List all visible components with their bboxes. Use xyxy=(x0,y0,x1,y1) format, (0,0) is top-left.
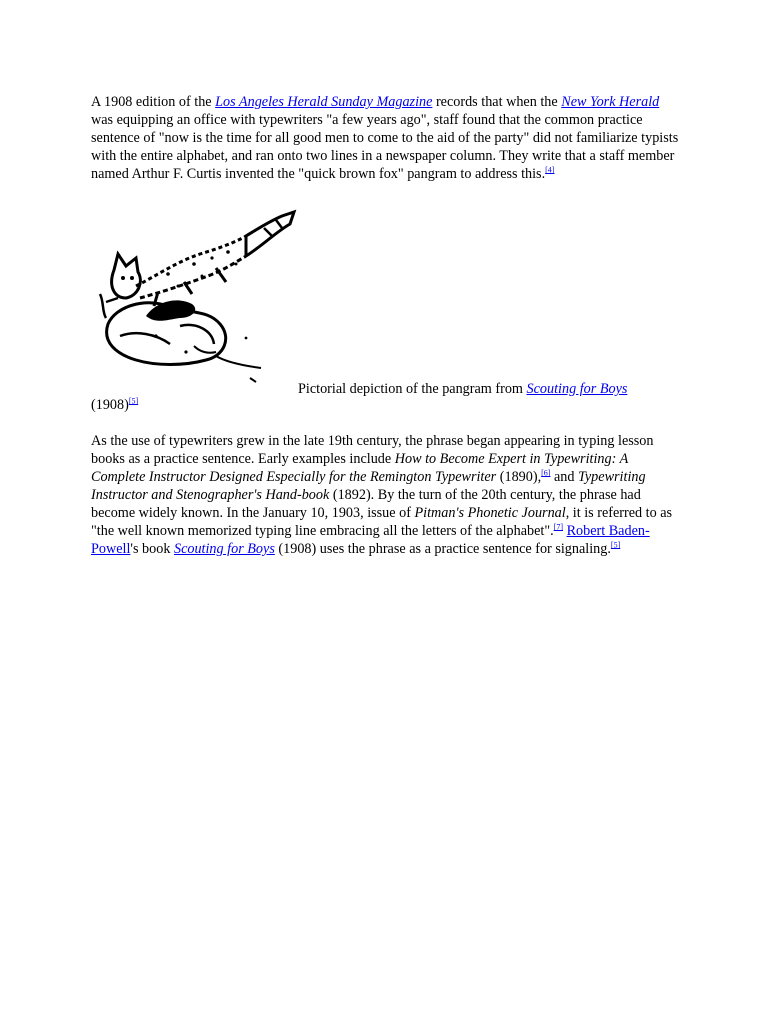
text-run: 's book xyxy=(130,541,174,557)
paragraph-origin xyxy=(91,93,681,183)
figure-caption xyxy=(298,380,627,398)
paragraph-history xyxy=(91,432,681,558)
journal-title-pitmans: Pitman's Phonetic Journal xyxy=(414,505,566,521)
link-robert-baden-powell[interactable]: Robert Baden-Powell xyxy=(91,523,650,557)
footnote-link-6[interactable]: [6] xyxy=(541,468,551,478)
text-run: , it is referred to as "the well known memorized typing line embracing all the letters of the alphabet". xyxy=(91,505,673,539)
link-scouting-for-boys[interactable]: Scouting for Boys xyxy=(173,541,275,557)
article-body xyxy=(91,93,681,558)
book-title-typewriting-instructor: Typewriting Instructor and Stenographer's Hand-book xyxy=(91,469,646,503)
footnote-7 xyxy=(554,522,563,531)
footnote-4 xyxy=(545,165,554,174)
text-run: (1890), xyxy=(496,469,542,485)
footnote-link-7[interactable]: [7] xyxy=(553,522,564,532)
fox-jumping-over-dog-illustration xyxy=(96,206,301,386)
link-los-angeles-herald[interactable]: Los Angeles Herald Sunday Magazine xyxy=(215,94,433,110)
footnote-link-5-caption[interactable]: [5] xyxy=(128,396,139,406)
footnote-link-5[interactable]: [5] xyxy=(610,540,621,550)
text-run: As the use of typewriters grew in the late 19th century, the phrase began appearing in typing lesson books as a practice sentence. Early examples include xyxy=(91,433,654,467)
text-run: (1892). By the turn of the 20th century, the phrase had become widely known. In the January 10, 1903, issue of xyxy=(91,487,641,521)
figure xyxy=(91,206,681,396)
link-new-york-herald[interactable]: New York Herald xyxy=(561,94,660,110)
text-run: A 1908 edition of the xyxy=(91,94,216,110)
text-run: was equipping an office with typewriters "a few years ago", staff found that the common practice sentence of "now is the time for all good men to come to the aid of the party" did not familiarize typists with the entire alphabet, and ran onto two lines in a newspaper column. They write that a staff member named Arthur F. Curtis invented the "quick brown fox" pangram to address this. xyxy=(91,112,679,182)
footnote-5 xyxy=(611,540,620,549)
text-run: (1908) uses the phrase as a practice sentence for signaling. xyxy=(274,541,611,557)
text-run: and xyxy=(550,469,579,485)
caption-text: Pictorial depiction of the pangram from xyxy=(298,381,527,397)
link-scouting-for-boys-caption[interactable]: Scouting for Boys xyxy=(526,381,628,397)
text-run: records that when the xyxy=(432,94,562,110)
footnote-5-caption xyxy=(129,396,138,405)
caption-year-line xyxy=(91,396,681,414)
caption-year: (1908) xyxy=(91,397,129,413)
book-title-expert-typewriting: How to Become Expert in Typewriting: A Complete Instructor Designed Especially for the Remington Typewriter xyxy=(91,451,629,485)
footnote-link-4[interactable]: [4] xyxy=(545,165,555,175)
